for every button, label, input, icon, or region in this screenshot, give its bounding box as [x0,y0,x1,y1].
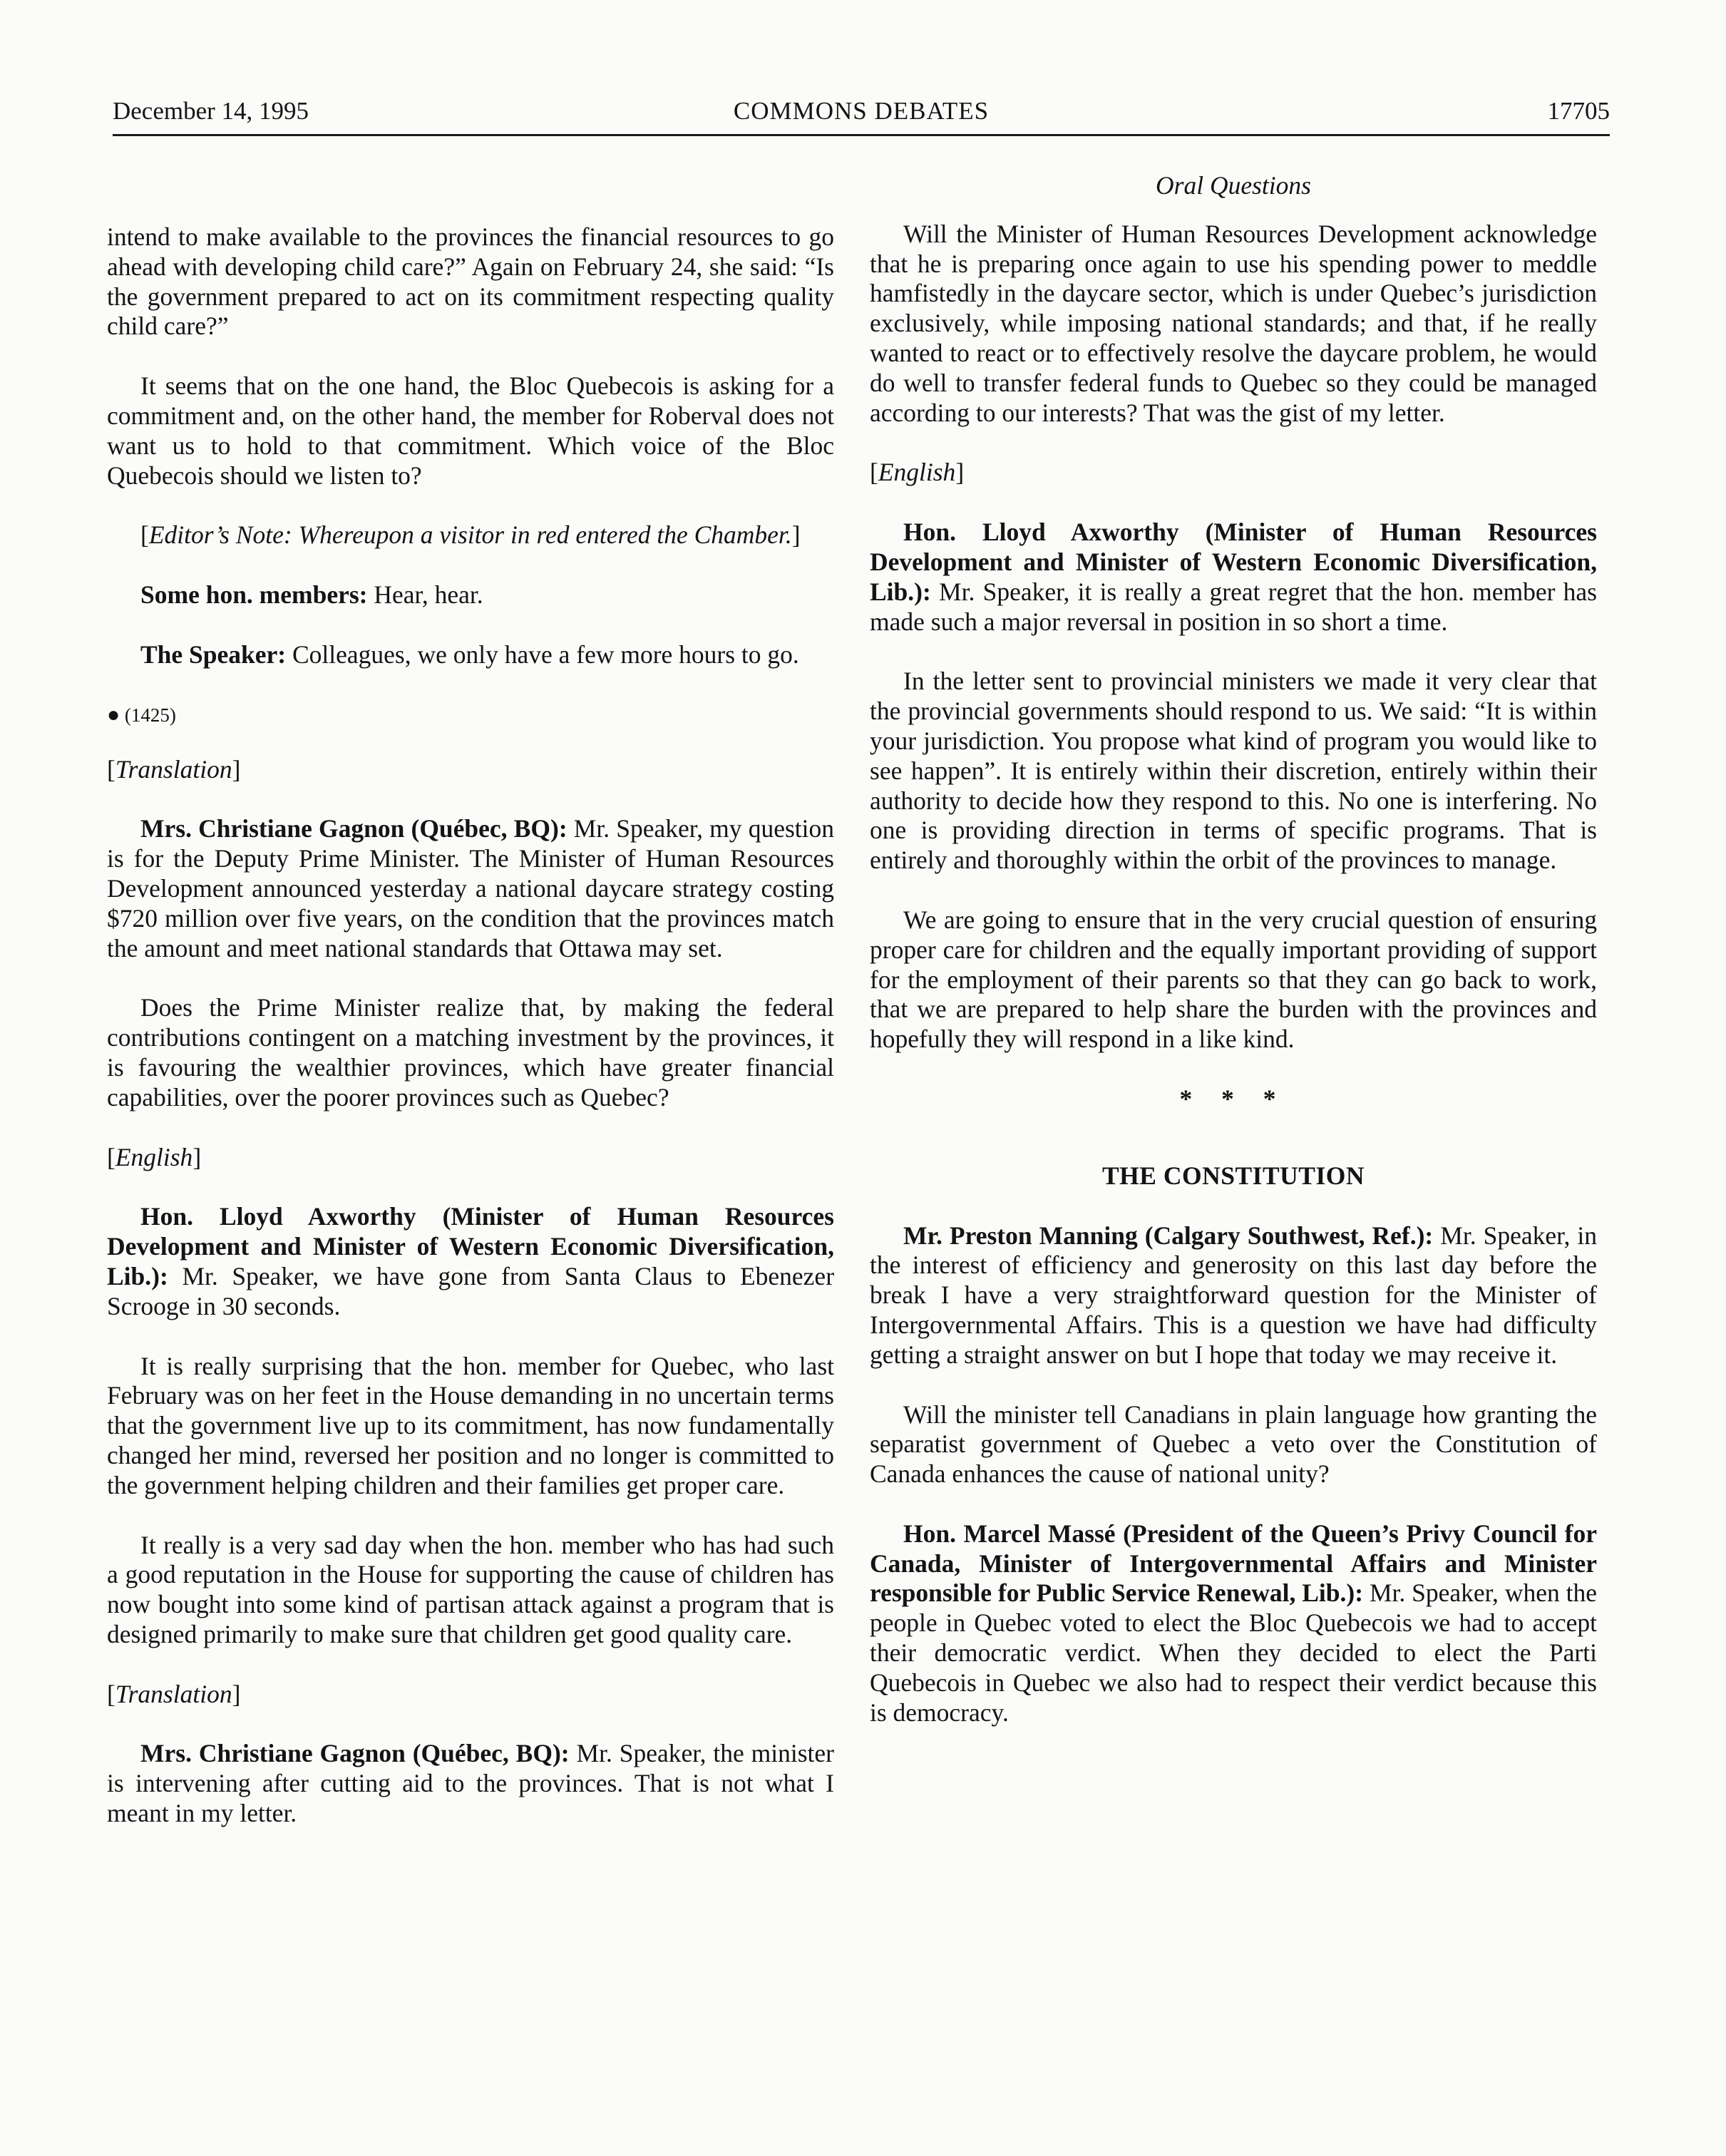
speech [107,640,834,670]
header-date: December 14, 1995 [113,97,309,125]
speech [870,1519,1597,1728]
right-column [870,171,1597,1757]
speaker-name: The Speaker: [140,640,287,669]
speaker-name: Hon. Marcel Massé (President of the Queen’s Privy Council for Canada, Minister of Intergovernmental Affairs and Minister responsible for Public Service Renewal, Lib.): [870,1519,1597,1608]
paragraph: It seems that on the one hand, the Bloc Quebecois is asking for a commitment and, on the other hand, the member for Roberval does not want us to hold to that commitment. Which voice of the Bloc Quebecois should we listen to? [107,371,834,490]
editors-note: [Editor’s Note: Whereupon a visitor in red entered the Chamber.] [140,520,801,550]
speech-text: Mr. Speaker, we have gone from Santa Claus to Ebenezer Scrooge in 30 seconds. [107,1261,835,1320]
speech-text: Mr. Speaker, the minister is intervening after cutting aid to the provinces. That is not what I meant in my letter. [107,1739,834,1828]
editors-note-text: Whereupon a visitor in red entered the Chamber. [298,520,792,550]
speech-text: Mr. Speaker, my question is for the Deputy Prime Minister. The Minister of Human Resources Development announced yesterday a national daycare strategy costing $720 million over five years, on the condition that the provinces match the amount and meet national standards that Ottawa may set. [107,814,834,962]
page-header [113,91,1610,131]
speech [870,518,1597,637]
paragraph: In the letter sent to provincial ministers we made it very clear that the provincial governments should respond to us. We said: “It is within your jurisdiction. You propose what kind of program you would like to see happen”. It is entirely within their discretion, entirely within their authority to decide how they respond to this. No one is interfering. No one is providing direction in terms of specific programs. That is entirely and thoroughly within the orbit of the provinces to manage. [870,667,1597,875]
language-tag: [Translation] [107,1679,241,1708]
paragraph: It really is a very sad day when the hon. member who has had such a good reputation in the House for supporting the cause of children has now bought into some kind of partisan attack against a program that is designed primarily to make sure that children get good quality care. [107,1530,834,1648]
speaker-name: Some hon. members: [140,580,368,610]
speech-text: Mr. Speaker, in the interest of efficiency and generosity on this last day before the break I have a very straightforward question for the Minister of Intergovernmental Affairs. This is a question we have had difficulty getting a straight answer on but I hope that today we may receive it. [870,1221,1597,1369]
paragraph: Does the Prime Minister realize that, by making the federal contributions contingent on a matching investment by the provinces, it is favouring the wealthier provinces, which have greater financial capabilities, over the poorer provinces such as Quebec? [107,993,834,1112]
speaker-name: Mr. Preston Manning (Calgary Southwest, Ref.): [903,1221,1434,1250]
paragraph: Will the minister tell Canadians in plain language how granting the separatist government of Quebec a veto over the Constitution of Canada enhances the cause of national unity? [870,1400,1597,1489]
speaker-name: Mrs. Christiane Gagnon (Québec, BQ): [140,1739,570,1768]
language-tag: [English] [107,1142,202,1171]
bullet-icon: ● [107,702,120,727]
timestamp-text: (1425) [124,704,176,726]
speech-text: Mr. Speaker, it is really a great regret that the hon. member has made such a major reversal in position in so short a time. [870,577,1597,636]
speech [107,580,834,610]
speech [107,814,834,963]
running-head: Oral Questions [1156,171,1311,200]
paragraph: We are going to ensure that in the very crucial question of ensuring proper care for children and the equally important providing of support for the employment of their parents so that they can go back to work, that we are prepared to help share the burden with the provinces and hopefully they will respond in a like kind. [870,905,1597,1054]
paragraph: intend to make available to the provinces the financial resources to go ahead with developing child care?” Again on February 24, she said: “Is the government prepared to act on its commitment respecting quality child care?” [107,222,834,341]
speech-text: Hear, hear. [374,580,483,610]
speech-text: Mr. Speaker, when the people in Quebec voted to elect the Bloc Quebecois we had to accept their democratic verdict. When they decided to elect the Parti Quebecois in Quebec we also had to respect their verdict because this is democracy. [870,1578,1598,1727]
paragraph: It is really surprising that the hon. member for Quebec, who last February was on her feet in the House demanding in no uncertain terms that the government live up to its commitment, has now fundamentally changed her mind, reversed her position and no longer is committed to the government helping children and their families get proper care. [107,1351,834,1499]
left-column [107,222,834,1859]
header-page-number: 17705 [1547,97,1610,125]
speaker-name: Hon. Lloyd Axworthy (Minister of Human Resources Development and Minister of Western Economic Diversification, Lib.): [107,1202,834,1290]
speech-text: Colleagues, we only have a few more hours to go. [292,640,799,669]
header-publication: COMMONS DEBATES [733,97,990,125]
section-separator: * * * [1179,1084,1288,1113]
paragraph: Will the Minister of Human Resources Development acknowledge that he is preparing once again to use his spending power to meddle hamfistedly in the daycare sector, which is under Quebec’s jurisdiction exclusively, while imposing national standards; and that, if he really wanted to react or to effectively resolve the daycare problem, he would do well to transfer federal funds to Quebec so they could be managed according to our interests? That was the gist of my letter. [870,219,1597,427]
section-heading: THE CONSTITUTION [1101,1161,1365,1190]
speech [107,1739,834,1828]
editors-note-label: Editor’s Note: [148,520,292,550]
language-tag: [Translation] [107,754,241,784]
timestamp [107,700,834,731]
header-rule [113,134,1610,136]
speech [870,1221,1597,1370]
speech [107,1202,834,1321]
speaker-name: Mrs. Christiane Gagnon (Québec, BQ): [140,814,567,843]
speaker-name: Hon. Lloyd Axworthy (Minister of Human Resources Development and Minister of Western Economic Diversification, Lib.): [870,518,1597,606]
language-tag: [English] [870,458,965,487]
